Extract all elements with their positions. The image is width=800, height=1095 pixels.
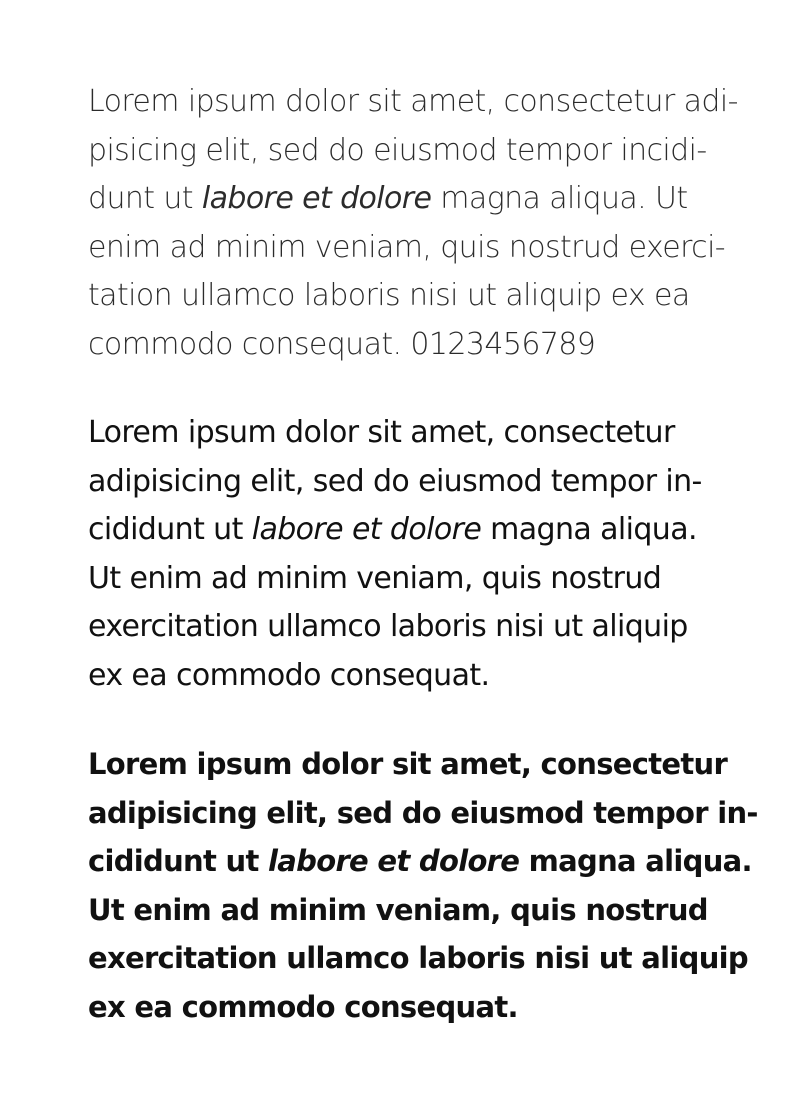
- text-line: adipisicing elit, sed do eiusmod tempor in-: [88, 463, 702, 499]
- text-line: pisicing elit, sed do eiusmod tempor incidi-: [88, 132, 707, 168]
- text-line: ex ea commodo consequat.: [88, 989, 518, 1024]
- text-segment: magna aliqua.: [481, 512, 697, 547]
- text-line: commodo consequat. 0123456789: [88, 326, 596, 362]
- italic-phrase: labore et dolore: [201, 181, 432, 216]
- text-line: [88, 175, 768, 224]
- bold-weight-paragraph: [88, 740, 768, 1031]
- text-segment: dunt ut: [88, 181, 202, 216]
- text-segment: cididunt ut: [88, 512, 252, 547]
- text-line: Ut enim ad minim veniam, quis nostrud: [88, 892, 708, 927]
- text-line: ex ea commodo consequat.: [88, 657, 490, 693]
- text-line: [88, 506, 768, 555]
- text-segment: magna aliqua. Ut: [431, 181, 688, 216]
- text-line: Lorem ipsum dolor sit amet, consectetur: [88, 747, 728, 781]
- text-segment: magna aliqua.: [519, 844, 752, 878]
- text-segment: cididunt ut: [88, 844, 269, 878]
- text-line: exercitation ullamco laboris nisi ut aliquip: [88, 941, 748, 975]
- text-line: Lorem ipsum dolor sit amet, consectetur adi-: [88, 84, 738, 119]
- medium-weight-paragraph: [88, 409, 768, 700]
- light-weight-paragraph: [88, 78, 768, 369]
- text-line: [88, 837, 768, 886]
- text-line: exercitation ullamco laboris nisi ut aliquip: [88, 609, 688, 644]
- italic-phrase: labore et dolore: [268, 844, 520, 878]
- text-line: tation ullamco laboris nisi ut aliquip ex ea: [88, 278, 690, 313]
- text-line: adipisicing elit, sed do eiusmod tempor in-: [88, 795, 758, 830]
- text-line: Lorem ipsum dolor sit amet, consectetur: [88, 415, 675, 450]
- italic-phrase: labore et dolore: [251, 512, 482, 547]
- text-line: Ut enim ad minim veniam, quis nostrud: [88, 560, 662, 596]
- text-line: enim ad minim veniam, quis nostrud exerci-: [88, 229, 726, 265]
